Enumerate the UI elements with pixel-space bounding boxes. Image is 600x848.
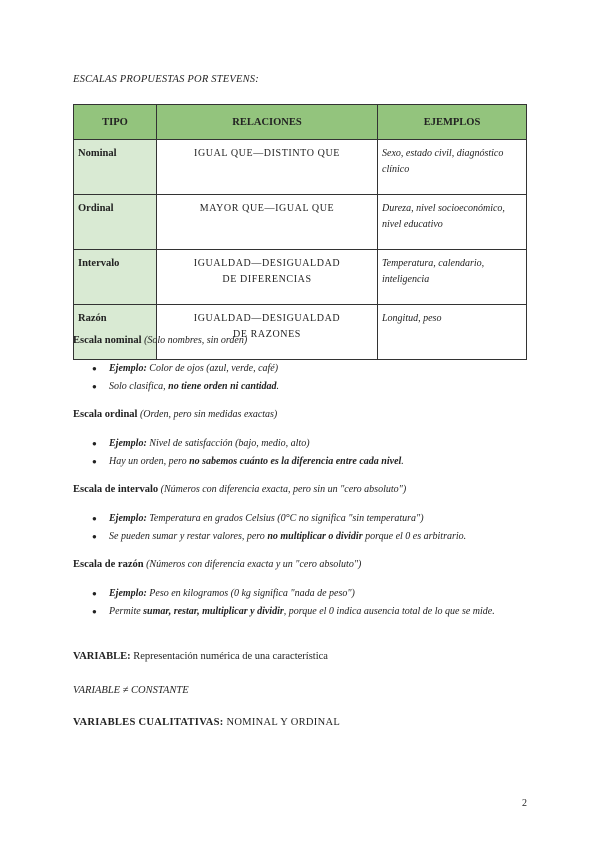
razon-heading (73, 559, 361, 570)
bullet-emphasis: no tiene orden ni cantidad (168, 381, 277, 392)
bullet-text: Solo clasifica, (109, 381, 169, 392)
variable-definition (73, 651, 328, 662)
bullet-text: Permite (109, 606, 144, 617)
table-header-row (74, 105, 527, 140)
nominal-subtitle: (Solo nombres, sin orden) (141, 335, 248, 346)
table-row (74, 250, 527, 305)
list-item (92, 361, 522, 377)
cell-tipo: Razón (74, 305, 157, 360)
intervalo-bullet-list (92, 511, 522, 547)
bullet-text: . (401, 456, 404, 467)
table-row (74, 140, 527, 195)
razon-subtitle: (Números con diferencia exacta y un "cero absoluto") (143, 559, 362, 570)
bullet-emphasis: no multiplicar o dividir (267, 531, 363, 542)
bullet-label: Ejemplo: (109, 438, 147, 449)
relaciones-line-2: DE DIFERENCIAS (222, 274, 312, 285)
cell-tipo: Intervalo (74, 250, 157, 305)
bullet-text: porque el 0 es arbitrario. (362, 531, 467, 542)
bullet-text: Nivel de satisfacción (bajo, medio, alto) (146, 438, 310, 449)
razon-bullet-list (92, 586, 522, 622)
nominal-heading (73, 335, 247, 346)
variable-text: Representación numérica de una característica (130, 651, 328, 662)
nominal-title: Escala nominal (73, 335, 142, 346)
bullet-text: Peso en kilogramos (0 kg significa "nada de peso") (146, 588, 355, 599)
table-row (74, 195, 527, 250)
column-header-ejemplos: EJEMPLOS (378, 105, 527, 140)
bullet-emphasis: no sabemos cuánto es la diferencia entre cada nivel (189, 456, 402, 467)
list-item (92, 529, 522, 545)
variables-cualitativas (73, 717, 340, 728)
cell-relaciones (157, 250, 378, 305)
stevens-scales-table (73, 104, 527, 360)
ordinal-subtitle: (Orden, pero sin medidas exactas) (137, 409, 278, 420)
list-item (92, 379, 522, 395)
relaciones-line: MAYOR QUE—IGUAL QUE (199, 203, 335, 214)
bullet-label: Ejemplo: (109, 588, 147, 599)
column-header-tipo: TIPO (74, 105, 157, 140)
column-header-relaciones: RELACIONES (157, 105, 378, 140)
cell-tipo: Nominal (74, 140, 157, 195)
intervalo-title: Escala de intervalo (73, 484, 159, 495)
cualitativas-label: VARIABLES CUALITATIVAS: (73, 717, 224, 728)
cualitativas-text: NOMINAL Y ORDINAL (223, 717, 341, 728)
bullet-label: Ejemplo: (109, 513, 147, 524)
ordinal-title: Escala ordinal (73, 409, 138, 420)
bullet-text: Hay un orden, pero (109, 456, 190, 467)
razon-title: Escala de razón (73, 559, 144, 570)
page-number: 2 (522, 798, 527, 809)
cell-ejemplos: Dureza, nivel socioeconómico, nivel educativo (378, 195, 527, 250)
cell-ejemplos: Longitud, peso (378, 305, 527, 360)
relaciones-line-2: DE RAZONES (233, 329, 301, 340)
table-row (74, 305, 527, 360)
list-item (92, 586, 522, 602)
relaciones-line: IGUALDAD—DESIGUALDAD (193, 258, 341, 269)
bullet-text: Color de ojos (azul, verde, café) (146, 363, 279, 374)
ordinal-bullet-list (92, 436, 522, 472)
cell-tipo: Ordinal (74, 195, 157, 250)
bullet-text: Se pueden sumar y restar valores, pero (109, 531, 268, 542)
intervalo-heading (73, 484, 406, 495)
section-heading: ESCALAS PROPUESTAS POR STEVENS: (73, 74, 259, 85)
list-item (92, 511, 522, 527)
list-item (92, 604, 522, 620)
cell-relaciones (157, 305, 378, 360)
bullet-text: , porque el 0 indica ausencia total de lo que se mide. (283, 606, 495, 617)
bullet-text: Temperatura en grados Celsius (0°C no significa "sin temperatura") (146, 513, 424, 524)
list-item (92, 436, 522, 452)
bullet-text: . (276, 381, 280, 392)
variable-label: VARIABLE: (73, 651, 131, 662)
nominal-bullet-list (92, 361, 522, 397)
bullet-label: Ejemplo: (109, 363, 147, 374)
variable-not-constant: VARIABLE ≠ CONSTANTE (73, 685, 189, 696)
relaciones-line: IGUALDAD—DESIGUALDAD (193, 313, 341, 324)
intervalo-subtitle: (Números con diferencia exacta, pero sin un "cero absoluto") (158, 484, 407, 495)
list-item (92, 454, 522, 470)
relaciones-line: IGUAL QUE—DISTINTO QUE (194, 148, 340, 159)
cell-relaciones (157, 140, 378, 195)
cell-ejemplos: Sexo, estado civil, diagnóstico clínico (378, 140, 527, 195)
bullet-emphasis: sumar, restar, multiplicar y dividir (143, 606, 284, 617)
cell-relaciones (157, 195, 378, 250)
cell-ejemplos: Temperatura, calendario, inteligencia (378, 250, 527, 305)
ordinal-heading (73, 409, 277, 420)
